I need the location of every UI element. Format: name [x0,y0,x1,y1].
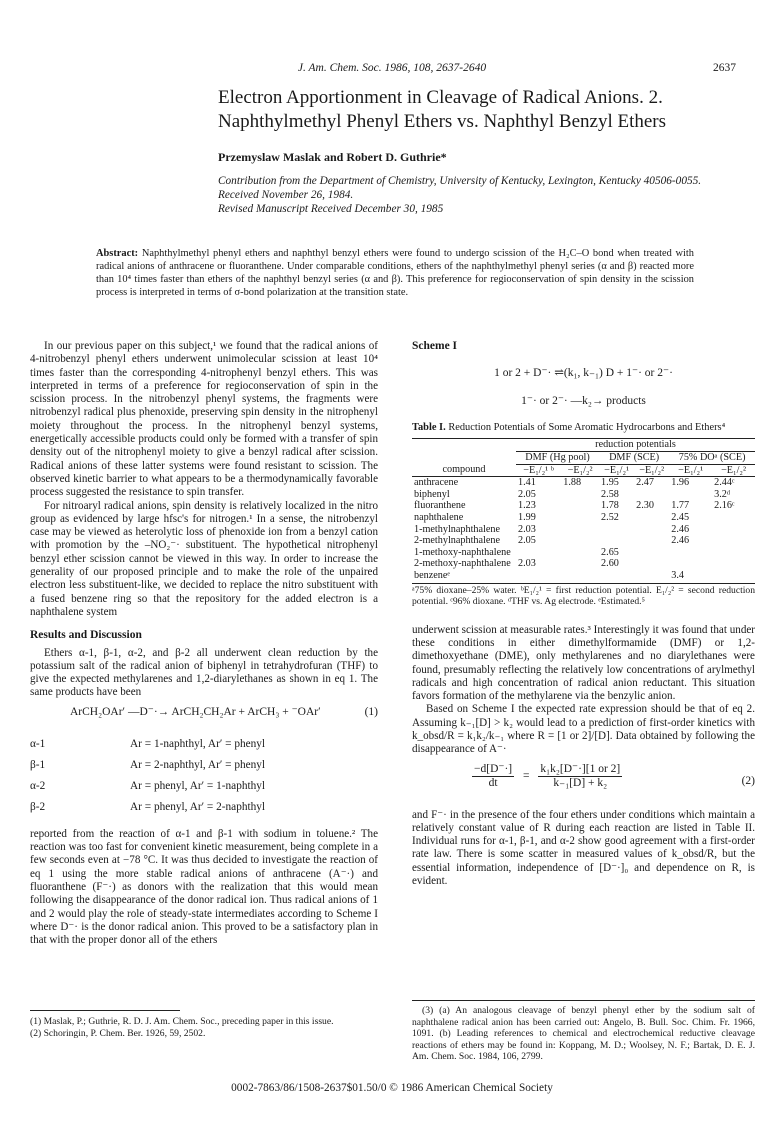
potential-cell [712,558,755,570]
potential-cell [561,512,599,524]
compound-definition: Ar = 2-naphthyl, Ar′ = phenyl [130,758,266,771]
table-row [412,477,755,489]
compound-label: α-1 [30,737,46,750]
definition-row [30,755,378,776]
affiliation [218,174,718,216]
table-subheader: −E₁/₂² [567,464,593,476]
affiliation-text: Contribution from the Department of Chemistry, University of Kentucky, Lexington, Kentucky 40506-0055. Received November 26, 1984. [218,175,702,201]
compound-definitions [30,734,378,818]
equation-1 [30,706,378,728]
potential-cell [634,558,669,570]
compound-label: β-1 [30,758,46,771]
right-column [412,340,755,888]
potential-cell [634,547,669,559]
potential-cell [634,570,669,582]
left-footnotes [30,1016,378,1039]
compound-definition: Ar = phenyl, Ar′ = 1-naphthyl [130,779,266,792]
potential-cell [712,535,755,547]
potential-cell: 2.47 [636,477,654,489]
potential-cell [561,547,599,559]
potential-cell: 2.52 [601,512,619,524]
equation-2-lhs-denominator: dt [488,776,498,789]
scheme-step-2: 1⁻· or 2⁻· —k₂→ products [521,394,646,407]
potential-cell [712,547,755,559]
table-row [412,547,755,559]
abstract-label: Abstract: [96,248,139,259]
section-heading: Results and Discussion [30,629,142,642]
potential-cell: 2.65 [601,546,619,558]
table-caption-label: Table I. [412,421,446,433]
equation-1-body: ArCH₂OAr′ —D⁻·→ ArCH₂CH₂Ar + ArCH₃ + ⁻OAr′ [70,705,321,718]
potential-cell [561,570,599,582]
potential-cell [599,535,634,547]
body-paragraph: reported from the reaction of α-1 and β-1 with sodium in toluene.² The reaction was too fast for convenient kinetic measurement, being complete in a few seconds even at −78 °C. It was thus decided to investigate the reaction of eq 1 using the more stable radical anions of anthracene (A⁻·) and fluoranthene (F⁻·) as donors with the realization that this would mean following the disappearance of the donor radical ion. Thus radical anions of 1 and 2 would play the role of steady-state intermediates according to Scheme I where D⁻· is the donor radical anion. This proved to be a satisfactory plan in that with the proper donor all of the ethers [30,827,378,947]
potential-cell [634,489,669,501]
potential-cell [516,547,561,559]
equation-2-lhs-numerator: −d[D⁻·] [472,763,514,777]
footnote-3: (3) (a) An analogous cleavage of benzyl phenyl ether by the sodium salt of naphthalene radical anion has been carried out: Angelo, B. Bull. Soc. Chim. Fr. 1966, 1091. (b) Leading references to chemical and electrochemical reductive cleavage reactions of ethers may be found in: Koppang, M. D.; Woolsey, N. F.; Bartak, D. E. J. Am. Chem. Soc. 1984, 106, 2799. [412,1005,755,1062]
potential-cell [516,570,561,582]
scheme-title: Scheme I [412,340,458,352]
potential-cell [634,512,669,524]
potential-cell [634,524,669,536]
compound-cell: 2-methoxy-naphthalene [414,558,511,570]
potential-cell [599,570,634,582]
left-column [30,340,378,947]
table-group-header: 75% DOᵃ (SCE) [669,452,755,465]
table-notes: ᵃ75% dioxane–25% water. ᵇE₁/₂¹ = first reduction potential. E₁/₂² = second reduction potential. ᶜ96% dioxane. ᵈTHF vs. Ag electrode. ᵉEstimated.⁵ [412,584,755,608]
definition-row [30,734,378,755]
potential-cell: 2.05 [518,535,536,547]
potential-cell: 3.4 [671,570,684,582]
equation-2-rhs-numerator: k₁k₂[D⁻·][1 or 2] [538,763,622,777]
potential-cell: 2.03 [518,558,536,570]
scheme-step-1: 1 or 2 + D⁻· ⇌(k₁, k₋₁) D + 1⁻· or 2⁻· [494,367,673,380]
author-list: Przemyslaw Maslak and Robert D. Guthrie* [218,150,447,164]
table-caption-text: Reduction Potentials of Some Aromatic Hydrocarbons and Ethers⁴ [448,421,726,433]
potential-cell [561,489,599,501]
body-paragraph: and F⁻· in the presence of the four ethers under conditions which maintain a relatively constant value of R during each reaction are listed in Table II. Individual runs for α-1, β-1, and α-2 show good agreement with a first-order rate law. There is some scatter in measured values of k_obsd/R, but the essential information, independence of [D⁻·]₀ and dependence on R, is evident. [412,808,755,888]
table-subheader: −E₁/₂¹ ᵇ [523,464,554,476]
compound-cell: naphthalene [414,512,464,524]
equation-2-number: (2) [741,774,755,787]
potential-cell: 2.46 [671,535,690,547]
intro-paragraph: In our previous paper on this subject,¹ we found that the radical anions of 4-nitrobenzyl phenyl ethers underwent unimolecular scission at least 10⁴ times faster than the corresponding 4-nitrophenyl benzyl ethers. This was interpreted in terms of a preference for regioconservation of spin in the scission process. In the nitrobenzyl phenyl systems, the fragments were nitrobenzyl radical plus phenoxide, preserving spin density in the nitrophenyl moiety throughout the process. In the nitrophenyl benzyl systems, energetically accessible products could only be formed with a transfer of spin density out of the nitrophenyl moiety to give a benzyl radical after scission. Radical anions of these latter systems were found resistant to scission. The observed kinetic barrier to what appears to be a thermodynamically favorable process suggested the resistance to spin transfer. [30,340,378,499]
table-subheader: −E₁/₂² [721,464,747,476]
potential-cell [561,558,599,570]
potential-cell: 3.2ᵈ [714,488,730,500]
potential-cell: 1.23 [518,500,536,512]
page-number: 2637 [713,62,736,74]
compound-definition: Ar = phenyl, Ar′ = 2-naphthyl [130,800,266,813]
potential-cell: 2.58 [601,488,619,500]
compound-cell: anthracene [414,477,459,489]
potential-cell [561,524,599,536]
potential-cell [712,524,755,536]
copyright-footer: 0002-7863/86/1508-2637$01.50/0 © 1986 American Chemical Society [231,1082,553,1094]
body-paragraph: underwent scission at measurable rates.³ Interestingly it was found that under these conditions in either dimethylformamide (DMF) or 1,2-dimethoxyethane (DME), only methylarenes and no diarylethanes were found, presumably reflecting the relatively low concentrations of arylmethyl radicals and high concentration of radical anion reductant. This situation favors formation of the methylarene via the benzylic anion. [412,623,755,703]
compound-cell: 1-methylnaphthalene [414,523,500,535]
body-paragraph: Based on Scheme I the expected rate expression should be that of eq 2. Assuming k₋₁[D] > k₂ would lead to a prediction of first-order kinetics with k_obsd/R = k₁k₂/k₋₁ where R = [1 or 2]/[D]. Data obtained by following the disappearance of A⁻· [412,703,755,756]
table-subheader: −E₁/₂¹ [604,464,630,476]
table-row [412,570,755,582]
compound-cell: biphenyl [414,488,450,500]
potential-cell [561,500,599,512]
table-row [412,535,755,547]
definition-row [30,776,378,797]
potential-cell: 1.41 [518,477,536,489]
table-group-header: DMF (Hg pool) [516,452,599,465]
potential-cell [599,524,634,536]
table-row [412,558,755,570]
potential-cell: 1.95 [601,477,619,489]
footnote-1: (1) Maslak, P.; Guthrie, R. D. J. Am. Chem. Soc., preceding paper in this issue. [30,1016,334,1027]
abstract [96,247,694,299]
potential-cell [634,535,669,547]
equation-2 [412,763,755,803]
table-row [412,489,755,501]
potential-cell [669,558,712,570]
body-paragraph: Ethers α-1, β-1, α-2, and β-2 all underwent clean reduction by the potassium salt of the radical anion of biphenyl in tetrahydrofuran (THF) to give the expected methylarenes and 1,2-diarylethanes as shown in eq 1. The same products have been [30,646,378,699]
potential-cell: 2.45 [671,512,690,524]
table-supheader: reduction potentials [516,439,755,452]
potential-cell: 2.46 [671,523,690,535]
footnote-rule [30,1010,180,1011]
table-row [412,524,755,536]
reduction-potentials-table [412,438,755,581]
table-row [412,500,755,512]
compound-cell: 2-methylnaphthalene [414,535,500,547]
compound-cell: 1-methoxy-naphthalene [414,546,511,558]
definition-row [30,797,378,818]
article-title: Electron Apportionment in Cleavage of Radical Anions. 2. Naphthylmethyl Phenyl Ethers vs. Naphthyl Benzyl Ethers [218,87,667,132]
potential-cell: 1.88 [563,477,582,489]
table-compound-header: compound [442,464,486,476]
potential-cell: 1.99 [518,512,536,524]
potential-cell [712,512,755,524]
compound-cell: benzeneᵉ [414,570,450,582]
potential-cell [561,535,599,547]
compound-cell: fluoranthene [414,500,466,512]
table-subheader: −E₁/₂² [639,464,665,476]
potential-cell: 2.60 [601,558,619,570]
potential-cell [669,547,712,559]
compound-label: β-2 [30,800,46,813]
compound-definition: Ar = 1-naphthyl, Ar′ = phenyl [130,737,266,750]
potential-cell: 2.03 [518,523,536,535]
equation-2-body: $\frac{-d[D^-\cdot]}{dt}$ = $\frac{\text{k₁k₂[D⁻·][1 or 2]}}{\text{k₋₁[D] + k₂}}$ [474,762,621,789]
footnote-rule [412,1000,755,1001]
footnote-2: (2) Schoringin, P. Chem. Ber. 1926, 59, 2502. [30,1027,206,1039]
body-paragraph: For nitroaryl radical anions, spin density is relatively localized in the nitro group as evidenced by large hfsc's for nitrogen.¹ In a sense, the nitrobenzyl case may be viewed as heterolytic loss of phenoxide ion from a benzyl cation with promotion by the –NO₂⁻· substituent. The hypothetical nitrophenyl benzyl ether scission cannot be viewed in this way. In order to increase the generality of our proposed principle and to make the role of the unpaired electron less substituent-like, we decided to replace the nitro substituent with a fused benzene ring so that the repository for the added electron is a naphthalene system [30,499,378,618]
potential-cell: 2.30 [636,500,654,512]
table-caption [412,422,755,435]
revised-date: Revised Manuscript Received December 30, 1985 [218,203,444,215]
equation-2-rhs [538,763,622,791]
equation-2-rhs-denominator: k₋₁[D] + k₂ [553,776,608,789]
potential-cell: 1.77 [671,500,690,512]
potential-cell: 2.16ᶜ [714,500,735,512]
table-row [412,512,755,524]
equation-2-lhs [472,763,514,791]
potential-cell: 1.78 [601,500,619,512]
potential-cell: 1.96 [671,477,690,489]
potential-cell [669,489,712,501]
equation-1-number: (1) [364,705,378,718]
potential-cell: 2.44ᶜ [714,477,735,489]
table-group-header: DMF (SCE) [599,452,669,465]
journal-reference: J. Am. Chem. Soc. 1986, 108, 2637-2640 [297,62,487,74]
table-body [412,477,755,582]
potential-cell: 2.05 [518,488,536,500]
abstract-text: Naphthylmethyl phenyl ethers and naphthyl benzyl ethers were found to undergo scission of the H₂C–O bond when treated with radical anions of anthracene or fluoranthene. Under comparable conditions, ethers of the naphthylmethyl phenyl series (α and β) reacted more than 10⁴ times faster than ethers of the naphthyl benzyl series (α and β). This preference for regioconservation of spin density in the scission process is interpreted in terms of σ-bond polarization at the transition state. [96,248,694,298]
potential-cell [712,570,755,582]
table-subheader: −E₁/₂¹ [678,464,704,476]
compound-label: α-2 [30,779,46,792]
